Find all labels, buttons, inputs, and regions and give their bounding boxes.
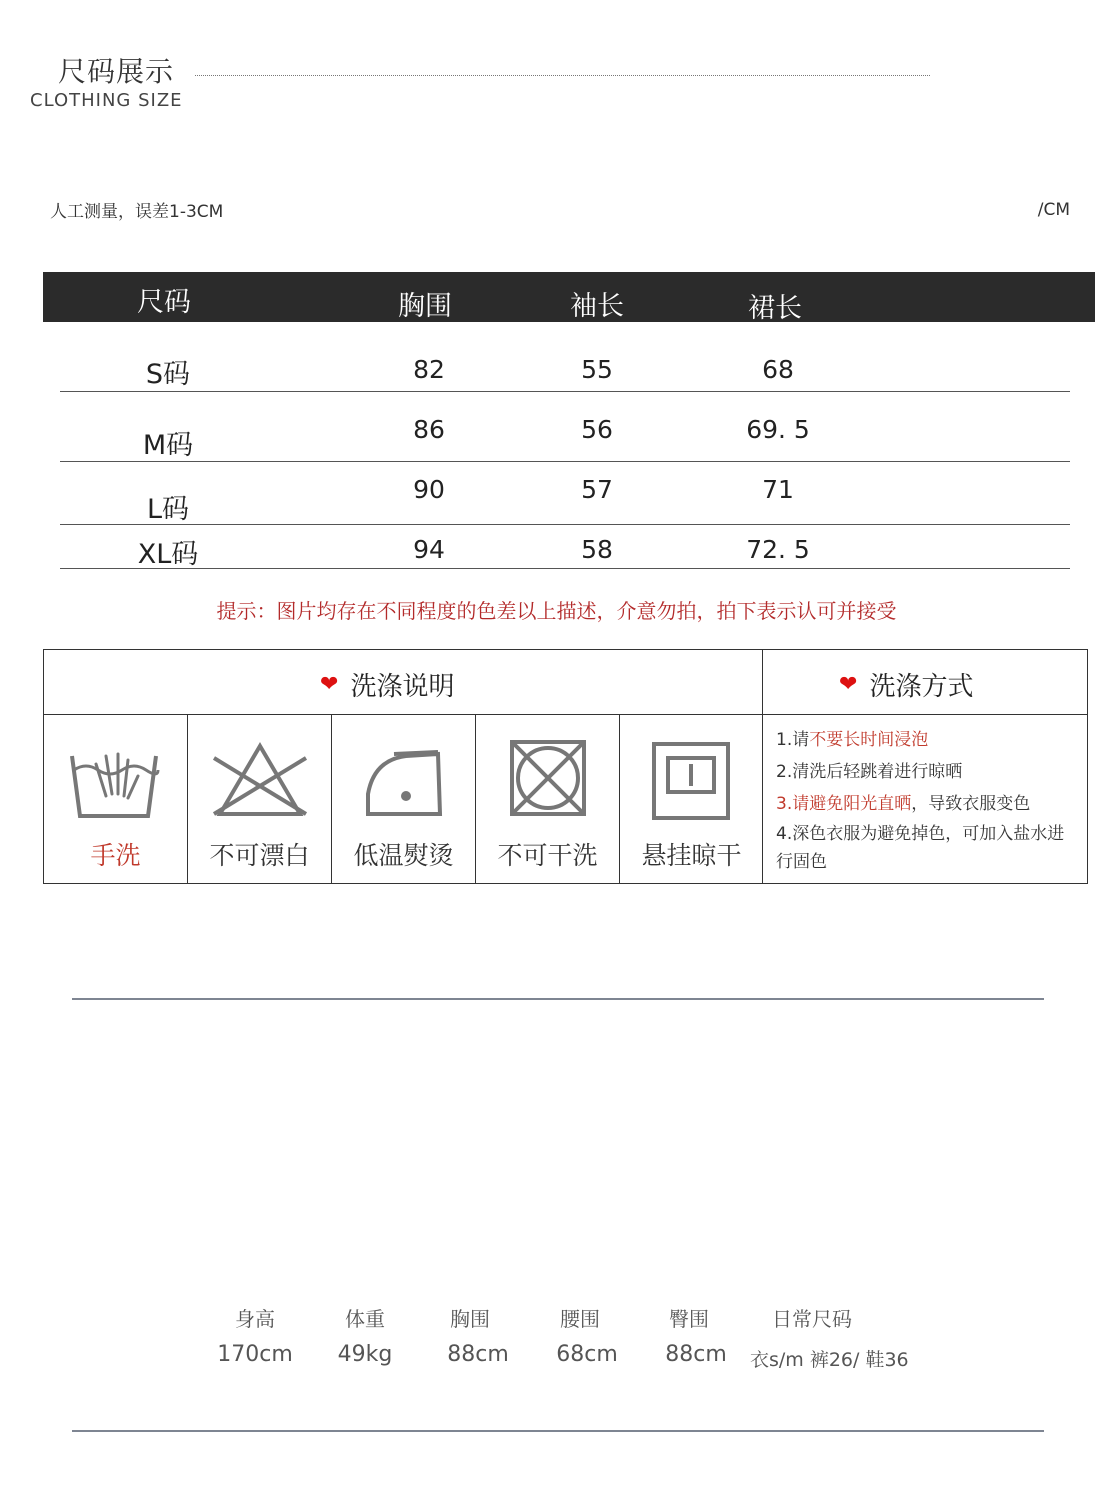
model-label-waist: 腰围 [560, 1307, 600, 1331]
care-label: 不可干洗 [497, 841, 598, 870]
table-cell-size: XL码 [137, 539, 199, 570]
method-text: ，导致衣服变色 [911, 794, 1031, 814]
model-label-usual-size: 日常尺码 [772, 1307, 852, 1331]
column-header-skirt: 裙长 [748, 293, 802, 324]
model-label-height: 身高 [235, 1307, 275, 1331]
color-difference-tip: 提示：图片均存在不同程度的色差以上描述，介意勿拍，拍下表示认可并接受 [216, 599, 897, 623]
title-divider [195, 75, 930, 76]
care-no-dry-clean [476, 716, 619, 884]
table-cell-sleeve: 58 [581, 535, 613, 564]
section-divider [72, 998, 1044, 1000]
method-highlight: 请避免阳光直晒 [792, 794, 912, 814]
care-label: 手洗 [90, 841, 141, 870]
washing-methods-title [839, 666, 973, 703]
table-cell-size: M码 [142, 430, 194, 461]
table-cell-skirt: 68 [762, 355, 794, 384]
row-divider [60, 524, 1070, 525]
table-cell-size: S码 [145, 359, 191, 390]
no-dry-clean-icon [498, 736, 598, 826]
heart-icon: ❤ [320, 671, 339, 697]
table-cell-chest: 86 [413, 415, 445, 444]
washing-instructions-label: 洗涤说明 [350, 672, 455, 702]
method-item [776, 724, 1081, 756]
care-label: 不可漂白 [209, 841, 310, 870]
hang-dry-icon [642, 736, 742, 826]
model-value-weight: 49kg [337, 1342, 393, 1367]
method-item [776, 820, 1081, 876]
method-item [776, 788, 1081, 820]
page-title: 尺码展示 [58, 55, 175, 88]
table-cell-skirt: 72. 5 [746, 535, 810, 564]
row-divider [60, 568, 1070, 569]
care-no-bleach [188, 716, 331, 884]
table-cell-chest: 82 [413, 355, 445, 384]
table-cell-chest: 94 [413, 535, 445, 564]
model-value-hip: 88cm [665, 1342, 727, 1367]
heart-icon: ❤ [839, 671, 858, 697]
model-value-height: 170cm [217, 1342, 293, 1367]
table-cell-sleeve: 55 [581, 355, 613, 384]
model-label-weight: 体重 [345, 1307, 385, 1331]
care-hand-wash [44, 716, 187, 884]
washing-header-divider [44, 714, 1087, 715]
column-header-chest: 胸围 [398, 291, 452, 322]
unit-note: /CM [1037, 200, 1070, 220]
model-value-chest: 88cm [447, 1342, 509, 1367]
method-text: 1.请 [776, 730, 810, 750]
row-divider [60, 391, 1070, 392]
no-bleach-icon [210, 736, 310, 826]
column-header-sleeve: 袖长 [570, 291, 624, 322]
washing-methods-label: 洗涤方式 [869, 672, 974, 702]
table-cell-sleeve: 57 [581, 475, 613, 504]
care-hang-dry [620, 716, 763, 884]
model-value-usual-size: 衣s/m 裤26/ 鞋36 [750, 1349, 909, 1371]
table-cell-size: L码 [146, 494, 190, 525]
model-value-waist: 68cm [556, 1342, 618, 1367]
column-header-size: 尺码 [137, 287, 191, 318]
measurement-note: 人工测量，误差1-3CM [50, 202, 224, 222]
care-label: 悬挂晾干 [641, 841, 742, 870]
method-highlight: 不要长时间浸泡 [809, 730, 929, 750]
table-cell-sleeve: 56 [581, 415, 613, 444]
method-text: 4.深色衣服为避免掉色，可加入盐水进行固色 [776, 824, 1065, 872]
row-divider [60, 461, 1070, 462]
model-label-hip: 臀围 [669, 1307, 709, 1331]
table-cell-skirt: 71 [762, 475, 794, 504]
model-label-chest: 胸围 [450, 1307, 490, 1331]
washing-instructions-title [320, 666, 454, 703]
size-table-header [43, 272, 1095, 322]
table-cell-skirt: 69. 5 [746, 415, 810, 444]
care-low-iron [332, 716, 475, 884]
page-subtitle: CLOTHING SIZE [30, 90, 183, 111]
care-label: 低温熨烫 [353, 841, 454, 870]
washing-panel [43, 649, 1088, 884]
method-item [776, 756, 1081, 788]
method-text: 3. [776, 794, 793, 814]
method-text: 2.清洗后轻跳着进行晾晒 [776, 762, 963, 782]
section-divider [72, 1430, 1044, 1432]
table-cell-chest: 90 [413, 475, 445, 504]
washing-methods-list [776, 724, 1081, 876]
hand-wash-icon [66, 736, 166, 826]
low-iron-icon [354, 736, 454, 826]
